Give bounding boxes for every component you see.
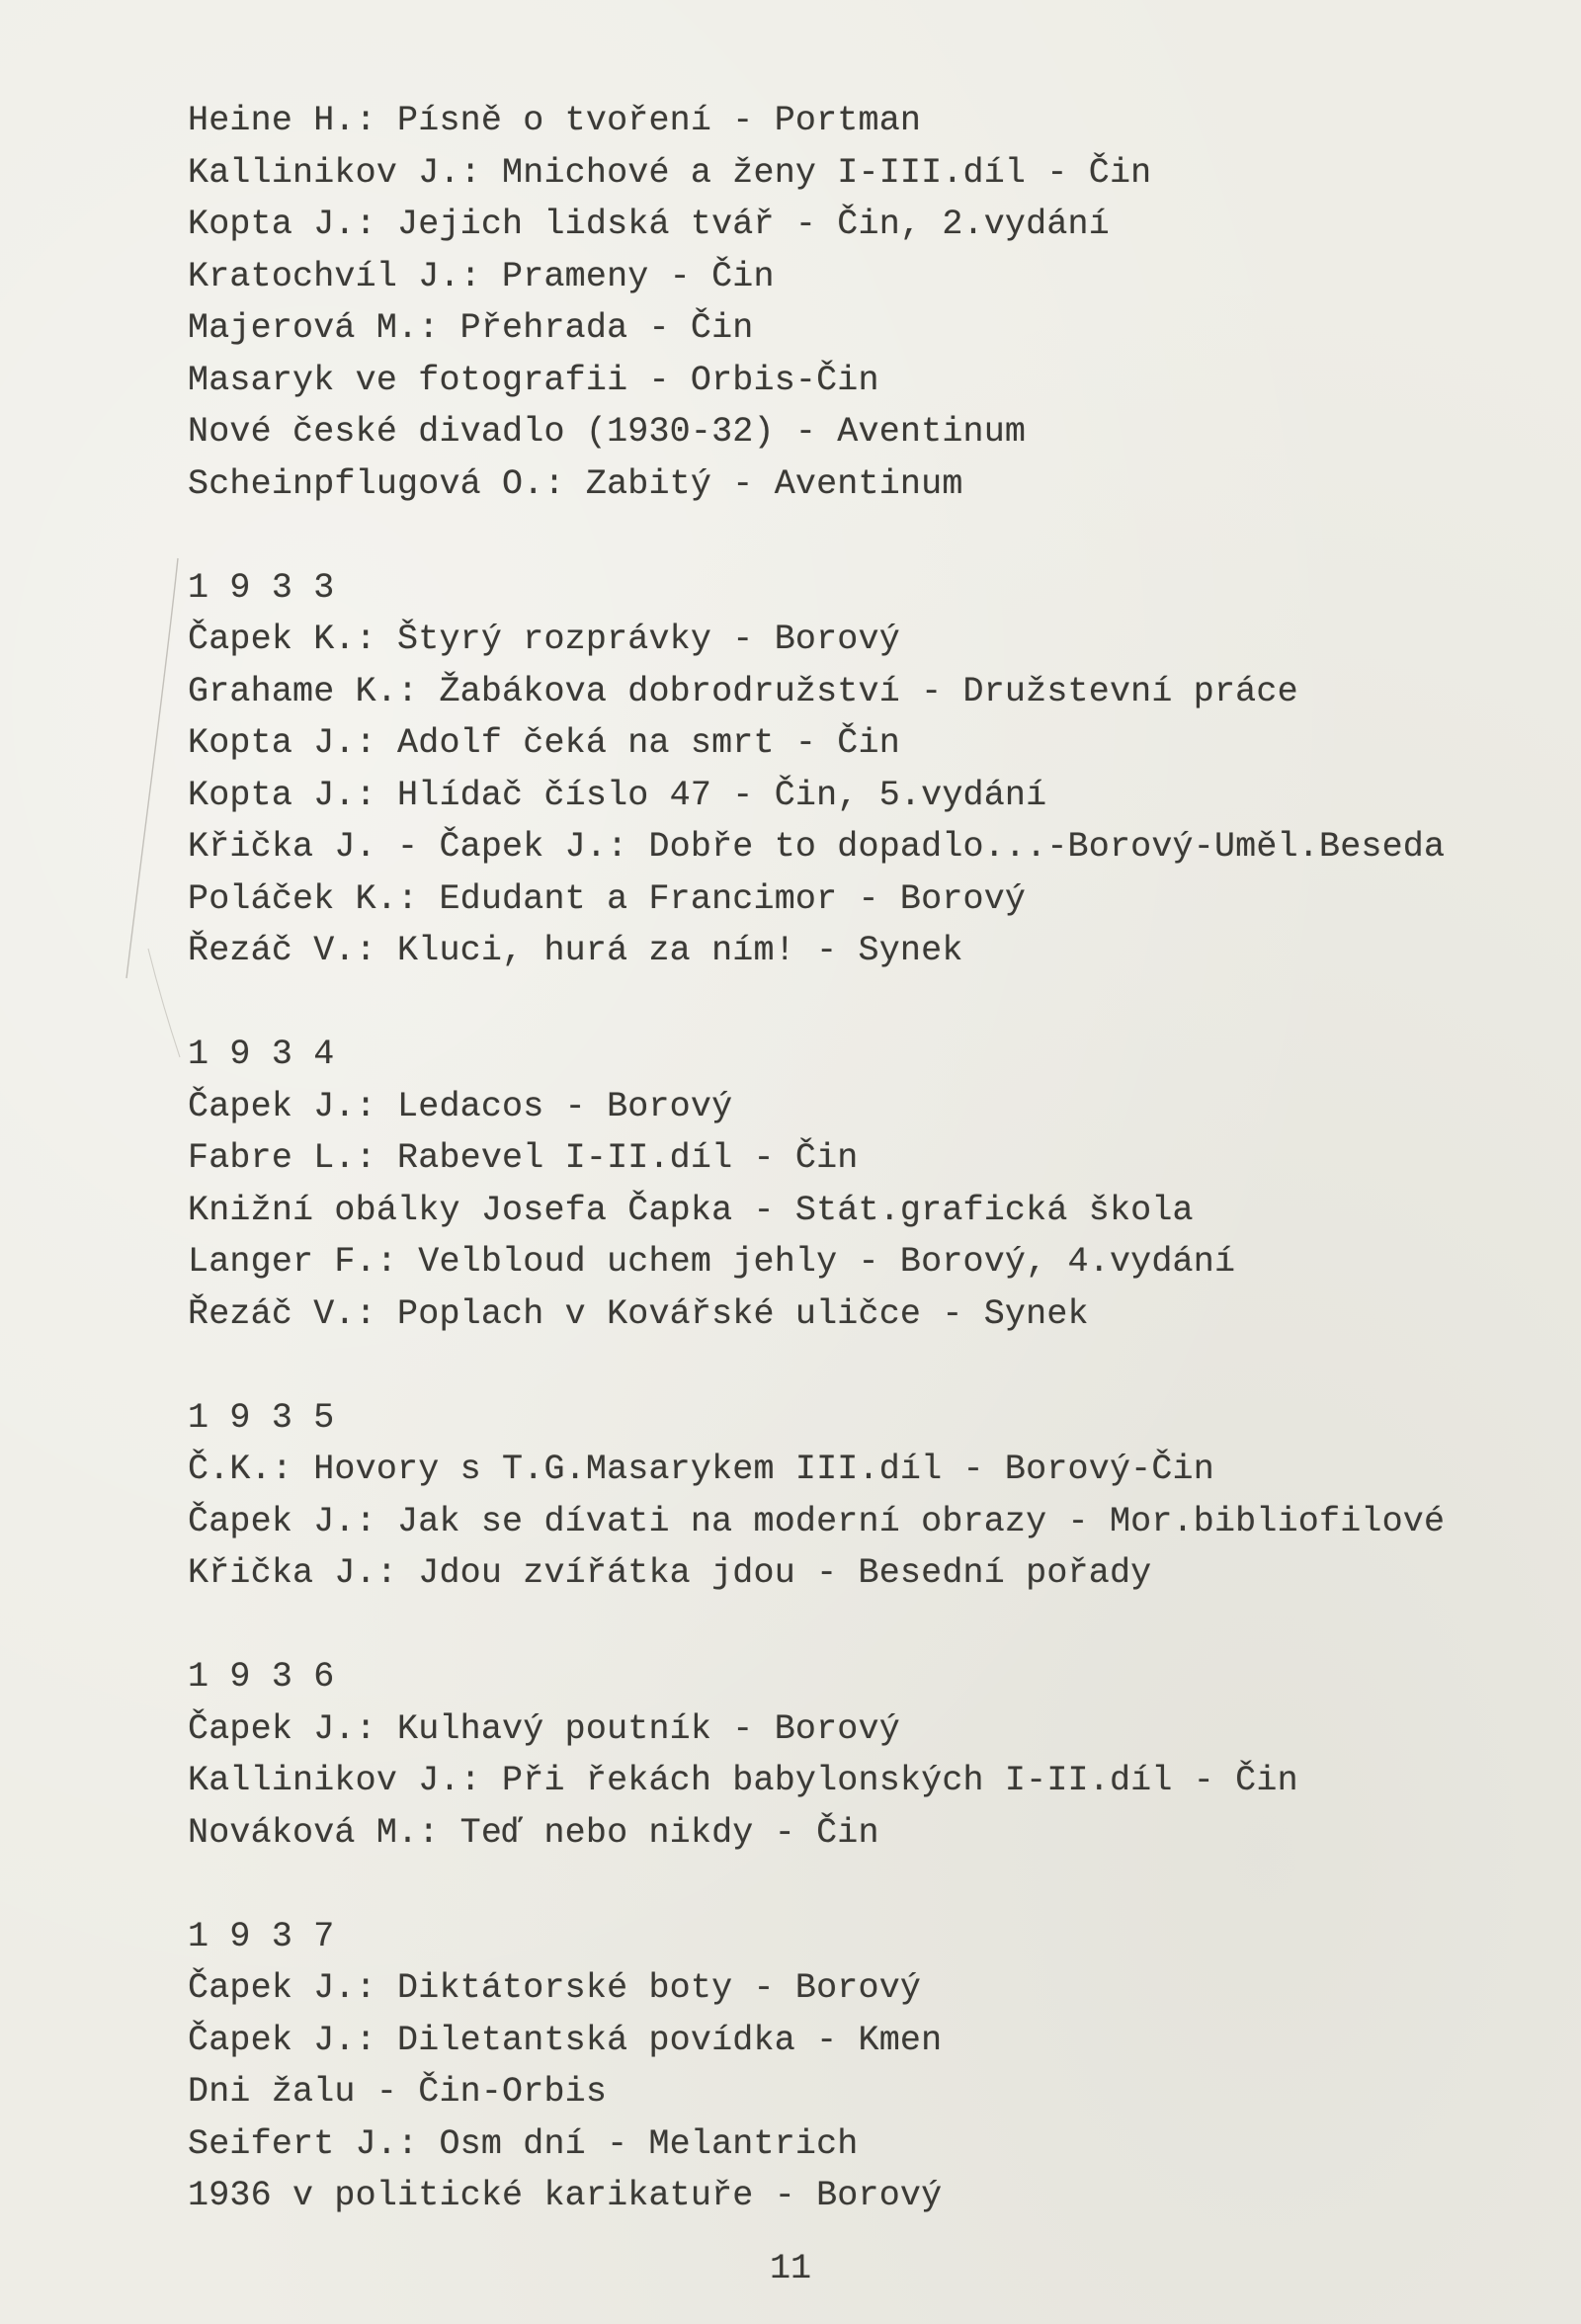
list-item: Poláček K.: Edudant a Francimor - Borový <box>188 878 1027 919</box>
list-item: Seifert J.: Osm dní - Melantrich <box>188 2123 859 2164</box>
section-1935 <box>188 1392 1551 1600</box>
year-heading: 1 9 3 6 <box>188 1657 335 1697</box>
list-item: Čapek J.: Diletantská povídka - Kmen <box>188 2020 943 2060</box>
year-heading: 1 9 3 5 <box>188 1397 335 1438</box>
list-item: Kopta J.: Jejich lidská tvář - Čin, 2.vydání <box>188 205 1110 244</box>
section-spacer <box>188 1340 1551 1392</box>
list-item: 1936 v politické karikatuře - Borový <box>188 2176 943 2215</box>
list-item: Řezáč V.: Kluci, hurá za ním! - Synek <box>188 931 963 970</box>
list-item: Kratochvíl J.: Prameny - Čin <box>188 256 775 296</box>
list-item: Křička J.: Jdou zvířátka jdou - Besední pořady <box>188 1553 1152 1593</box>
list-item: Čapek J.: Diktátorské boty - Borový <box>188 1968 922 2008</box>
section-spacer <box>188 1600 1551 1652</box>
page-number: 11 <box>769 2249 811 2288</box>
year-heading: 1 9 3 7 <box>188 1916 335 1956</box>
section-spacer <box>188 977 1551 1030</box>
pencil-stroke-mark <box>119 553 198 1067</box>
list-item: Kopta J.: Adolf čeká na smrt - Čin <box>188 723 900 763</box>
section-1936 <box>188 1651 1551 1859</box>
section-spacer <box>188 510 1551 562</box>
list-item: Fabre L.: Rabevel I-II.díl - Čin <box>188 1138 859 1178</box>
list-item: Č.K.: Hovory s T.G.Masarykem III.díl - Borový-Čin <box>188 1450 1214 1489</box>
list-item: Křička J. - Čapek J.: Dobře to dopadlo...-Borový-Uměl.Beseda <box>188 827 1446 867</box>
section-1937 <box>188 1911 1551 2222</box>
list-item: Řezáč V.: Poplach v Kovářské uličce - Synek <box>188 1293 1089 1334</box>
list-item: Majerová M.: Přehrada - Čin <box>188 308 754 348</box>
list-item: Kopta J.: Hlídač číslo 47 - Čin, 5.vydání <box>188 775 1047 815</box>
section-continuation <box>188 95 1551 510</box>
list-item: Kallinikov J.: Mnichové a ženy I-III.díl - Čin <box>188 152 1152 193</box>
book-list <box>188 95 1551 2222</box>
section-1933 <box>188 562 1551 977</box>
list-item: Langer F.: Velbloud uchem jehly - Borový, 4.vydání <box>188 1242 1236 1282</box>
list-item: Čapek J.: Jak se dívati na moderní obrazy - Mor.bibliofilové <box>188 1501 1446 1541</box>
list-item: Heine H.: Písně o tvoření - Portman <box>188 101 922 140</box>
list-item: Knižní obálky Josefa Čapka - Stát.grafická škola <box>188 1190 1194 1230</box>
list-item: Nováková M.: Teď nebo nikdy - Čin <box>188 1812 879 1853</box>
year-heading: 1 9 3 3 <box>188 567 335 608</box>
list-item: Dni žalu - Čin-Orbis <box>188 2072 608 2112</box>
list-item: Scheinpflugová O.: Zabitý - Aventinum <box>188 463 963 504</box>
year-heading: 1 9 3 4 <box>188 1035 335 1074</box>
list-item: Čapek J.: Ledacos - Borový <box>188 1086 733 1126</box>
section-1934 <box>188 1029 1551 1340</box>
list-item: Nové české divadlo (1930-32) - Aventinum <box>188 412 1027 452</box>
list-item: Čapek K.: Štyrý rozprávky - Borový <box>188 620 900 659</box>
list-item: Grahame K.: Žabákova dobrodružství - Družstevní práce <box>188 671 1298 711</box>
list-item: Kallinikov J.: Při řekách babylonských I-II.díl - Čin <box>188 1761 1298 1800</box>
list-item: Čapek J.: Kulhavý poutník - Borový <box>188 1708 900 1749</box>
list-item: Masaryk ve fotografii - Orbis-Čin <box>188 360 879 400</box>
section-spacer <box>188 1859 1551 1911</box>
